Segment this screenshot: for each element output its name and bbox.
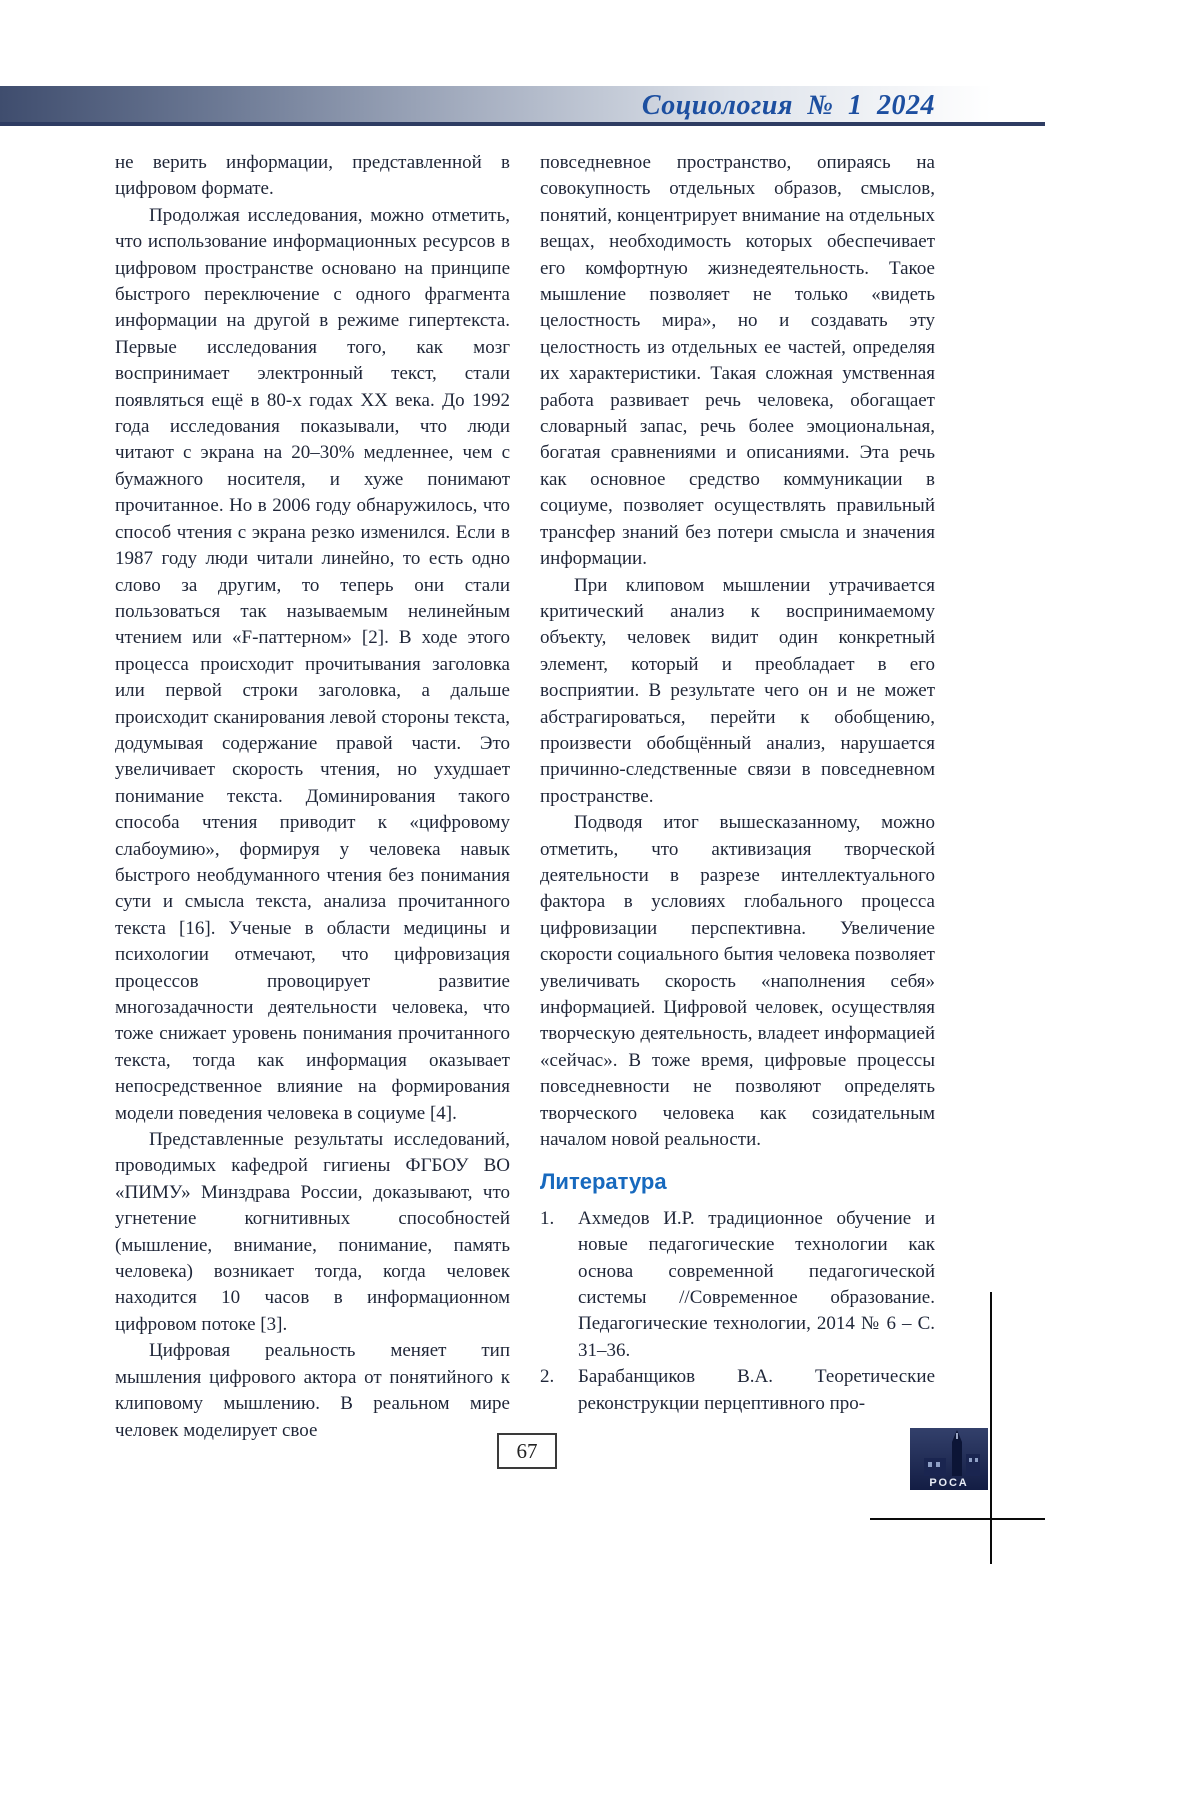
page-body (115, 150, 935, 1444)
crop-mark-vertical (990, 1292, 992, 1564)
paragraph: повседневное пространство, опираясь на совокупность отдельных образов, смыслов, понятий, концентрирует внимание на отдельных вещах, необходимость которых обеспечивает его комфортную жизнедеятельность. Такое мышление позволяет не только «видеть целостность мира», но и создавать эту целостность из отдельных ее частей, определяя их характеристики. Такая сложная умственная работа развивает речь человека, обогащает словарный запас, речь более эмоциональная, богатая сравнениями и описаниями. Эта речь как основное средство коммуникации в социуме, позволяет осуществлять правильный трансфер знаний без потери смысла и значения информации. (540, 152, 935, 570)
paragraph: Подводя итог вышесказанному, можно отметить, что активизация творческой деятельности в разрезе интеллектуального фактора в условиях глобального процесса цифровизации перспективна. Увеличение скорости социального бытия человека позволяет увеличивать скорость «наполнения себя» информацией. Цифровой человек, осуществляя творческую деятельность, владеет информацией «сейчас». В тоже время, цифровые процессы повседневности не позволяют определять творческого человека как созидательным началом новой реальности. (540, 812, 935, 1151)
logo-text: РОСА (929, 1477, 969, 1489)
left-column (115, 150, 510, 1444)
reference-list (540, 1206, 935, 1417)
paragraph: Продолжая исследования, можно отметить, что использование информационных ресурсов в цифровом пространстве основано на принципе быстрого переключение с одного фрагмента информации на другой в режиме гипертекста. Первые исследования того, как мозг воспринимает электронный текст, стали появляться ещё в 80-х годах XX века. До 1992 года исследования показывали, что люди читают с экрана на 20–30% медленнее, чем с бумажного носителя, и хуже понимают прочитанное. Но в 2006 году обнаружилось, что способ чтения с экрана резко изменился. Если в 1987 году люди читали линейно, то есть одно слово за другим, то теперь они стали пользоваться так называемым нелинейным чтением или «F-паттерном» [2]. В ходе этого процесса происходит прочитывания заголовка или первой строки заголовка, а дальше происходит сканирования левой стороны текста, додумывая содержание правой части. Это увеличивает скорость чтения, но ухудшает понимание текста. Доминирования такого способа чтения приводит к «цифровому слабоумию», формируя у человека навык быстрого необдуманного чтения без понимания сути и смысла текста, анализа прочитанного текста [16]. Ученые в области медицины и психологии отмечают, что цифровизация процессов провоцирует развитие многозадачности деятельности человека, что тоже снижает уровень понимания прочитанного текста, тогда как информация оказывает непосредственное влияние на формирования модели поведения человека в социуме [4]. (115, 204, 510, 1124)
literature-section-heading: Литература (540, 1169, 667, 1195)
publisher-logo (910, 1428, 988, 1490)
reference-item (540, 1206, 935, 1364)
reference-number: 1. (540, 1207, 555, 1229)
paragraph: При клиповом мышлении утрачивается критический анализ к воспринимаемому объекту, человек видит один конкретный элемент, который и преобладает в его восприятии. В результате чего он и не может абстрагироваться, перейти к обобщению, произвести обобщённый анализ, нарушается причинно-следственные связи в повседневном пространстве. (540, 574, 935, 807)
reference-item (540, 1364, 935, 1417)
reference-number: 2. (540, 1366, 555, 1388)
reference-text: Барабанщиков В.А. Теоретические реконструкции перцептивного про- (578, 1366, 935, 1414)
publisher-logo-image (910, 1428, 988, 1490)
paragraph: не верить информации, представленной в цифровом формате. (115, 152, 510, 200)
paragraph: Представленные результаты исследований, проводимых кафедрой гигиены ФГБОУ ВО «ПИМУ» Минздрава России, доказывают, что угнетение когнитивных способностей (мышление, внимание, понимание, память человека) возникает тогда, когда человек находится 10 часов в информационном цифровом потоке [3]. (115, 1129, 510, 1335)
paragraph: Цифровая реальность меняет тип мышления цифрового актора от понятийного к клиповому мышлению. В реальном мире человек моделирует свое (115, 1340, 510, 1441)
right-column (540, 150, 935, 1444)
journal-title: Социология № 1 2024 (641, 90, 935, 121)
reference-text: Ахмедов И.Р. традиционное обучение и новые педагогические технологии как основа современной педагогической системы //Современное образование. Педагогические технологии, 2014 № 6 – С. 31–36. (578, 1207, 935, 1361)
page-number: 67 (497, 1433, 557, 1469)
crop-mark-horizontal (870, 1518, 1045, 1520)
